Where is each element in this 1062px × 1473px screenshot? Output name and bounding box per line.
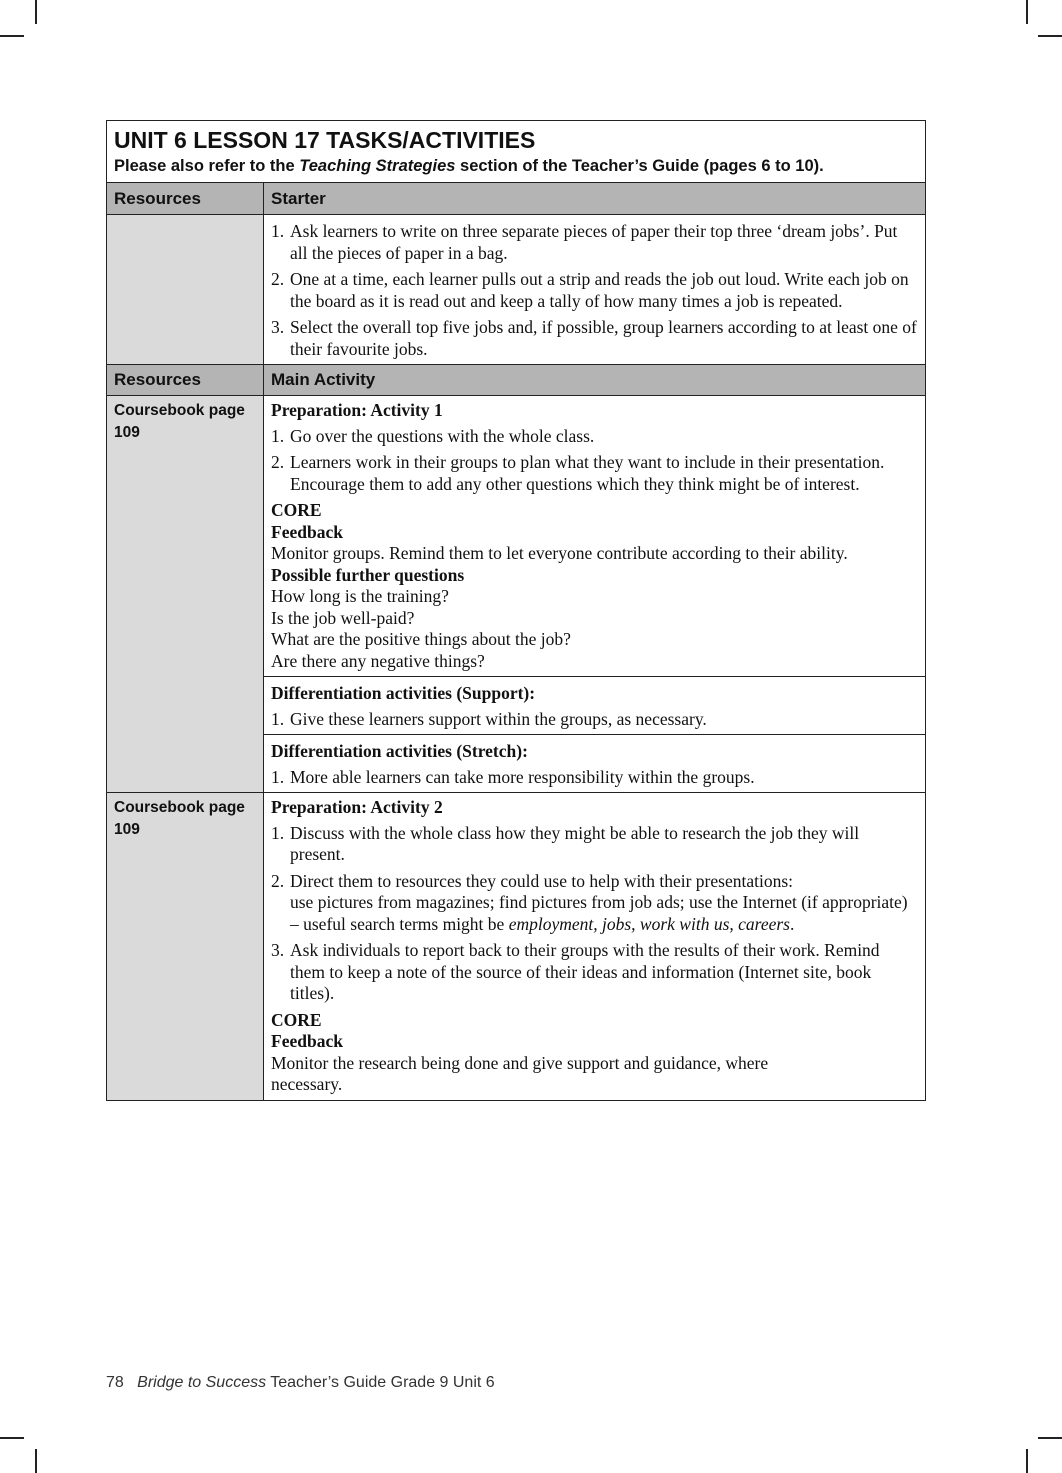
activity-1-content <box>264 396 925 676</box>
feedback-text: Monitor the research being done and give support and guidance, where necessary. <box>271 1052 769 1094</box>
question-line: What are the positive things about the job? <box>271 629 571 649</box>
stretch-heading: Differentiation activities (Stretch): <box>271 741 528 761</box>
item-text: Select the overall top five jobs and, if possible, group learners according to at least one of their favourite jobs. <box>290 317 917 359</box>
item-line: Direct them to resources they could use to help with their presentations: <box>290 870 793 891</box>
crop-mark <box>0 1437 24 1439</box>
list-item <box>271 221 918 264</box>
resource-label: Coursebook page 109 <box>114 402 245 441</box>
support-cell <box>264 676 925 734</box>
crop-mark <box>1026 0 1028 24</box>
list-item <box>271 871 918 936</box>
question-line: How long is the training? <box>271 586 449 606</box>
starter-content <box>264 215 925 364</box>
activity-1-resources-cell <box>107 396 264 792</box>
item-text: Ask learners to write on three separate pieces of paper their top three ‘dream jobs’. Put all the pieces of paper in a bag. <box>290 221 898 263</box>
main-header-row <box>107 364 925 396</box>
book-title: Bridge to Success <box>137 1374 267 1391</box>
preparation-heading: Preparation: Activity 2 <box>271 797 443 817</box>
subtitle-pre: Please also refer to the <box>114 157 300 175</box>
starter-row <box>107 215 925 364</box>
subtitle-post: section of the Teacher’s Guide (pages 6 to 10). <box>455 157 824 175</box>
item-number: 2. <box>271 269 285 289</box>
list-item <box>271 426 918 448</box>
core-label: CORE <box>271 1009 322 1030</box>
page-number: 78 <box>106 1374 124 1391</box>
crop-mark <box>1038 1437 1062 1439</box>
lesson-table <box>106 120 926 1101</box>
feedback-text: Monitor groups. Remind them to let everyone contribute according to their ability. <box>271 543 848 563</box>
item-number: 2. <box>271 870 285 891</box>
question-line: Is the job well-paid? <box>271 607 415 628</box>
item-text: Discuss with the whole class how they might be able to research the job they will present. <box>290 822 860 864</box>
item-number: 1. <box>271 221 285 241</box>
crop-mark <box>35 1449 37 1473</box>
item-text: Ask individuals to report back to their groups with the results of their work. Remind them to keep a note of the source of their ideas and information (Internet site, book titles). <box>290 940 880 1003</box>
lesson-subtitle <box>114 155 918 177</box>
lesson-title: UNIT 6 LESSON 17 TASKS/ACTIVITIES <box>114 127 536 153</box>
starter-resources-cell <box>107 215 264 364</box>
item-text: Go over the questions with the whole class. <box>290 425 595 446</box>
table-title-block <box>107 121 925 183</box>
core-label: CORE <box>271 500 322 520</box>
item-number: 3. <box>271 940 285 960</box>
activity-1-row <box>107 396 925 792</box>
further-questions-label: Possible further questions <box>271 564 465 585</box>
item-number: 3. <box>271 317 285 337</box>
crop-mark <box>0 35 24 37</box>
search-terms: employment, jobs, work with us, careers <box>508 913 790 934</box>
item-line-end: . <box>789 913 795 934</box>
resource-label: Coursebook page 109 <box>114 799 245 838</box>
resources-header: Resources <box>107 365 264 395</box>
resources-header: Resources <box>107 183 264 214</box>
item-text: More able learners can take more responsibility within the groups. <box>290 766 755 787</box>
main-activity-header: Main Activity <box>271 370 376 390</box>
list-item <box>271 767 918 789</box>
page-footer <box>106 1374 495 1392</box>
item-line: use pictures from magazines; find pictures from job ads; use the Internet (if appropriate) – useful search terms might be <box>290 892 908 934</box>
preparation-heading: Preparation: Activity 1 <box>271 400 443 420</box>
starter-header: Starter <box>271 188 326 208</box>
activity-2-row <box>107 792 925 1100</box>
item-number: 1. <box>271 766 285 787</box>
crop-mark <box>1026 1449 1028 1473</box>
list-item <box>271 940 918 1005</box>
crop-mark <box>1038 35 1062 37</box>
item-number: 1. <box>271 708 285 729</box>
list-item <box>271 317 918 360</box>
item-text: Learners work in their groups to plan what they want to include in their presentation. Encourage them to add any other questions which they think might be of interest. <box>290 452 885 494</box>
footer-text: Teacher’s Guide Grade 9 Unit 6 <box>270 1374 495 1391</box>
activity-2-resources-cell <box>107 793 264 1100</box>
list-item <box>271 269 918 312</box>
feedback-label: Feedback <box>271 1031 343 1051</box>
item-number: 1. <box>271 425 285 446</box>
feedback-label: Feedback <box>271 521 343 542</box>
item-number: 1. <box>271 822 285 843</box>
starter-header-row <box>107 183 925 215</box>
item-number: 2. <box>271 452 285 472</box>
item-text <box>290 871 918 936</box>
stretch-cell <box>264 734 925 792</box>
activity-1-cells <box>264 396 925 792</box>
subtitle-emphasis: Teaching Strategies <box>299 157 456 175</box>
support-heading: Differentiation activities (Support): <box>271 683 536 703</box>
question-line: Are there any negative things? <box>271 650 485 671</box>
crop-mark <box>35 0 37 24</box>
list-item <box>271 709 918 731</box>
item-text: Give these learners support within the groups, as necessary. <box>290 708 707 729</box>
list-item <box>271 823 918 866</box>
item-text: One at a time, each learner pulls out a strip and reads the job out loud. Write each job on the board as it is read out and keep a tally of how many times a job is repeated. <box>290 269 909 311</box>
list-item <box>271 452 918 495</box>
activity-2-content <box>264 793 925 1100</box>
